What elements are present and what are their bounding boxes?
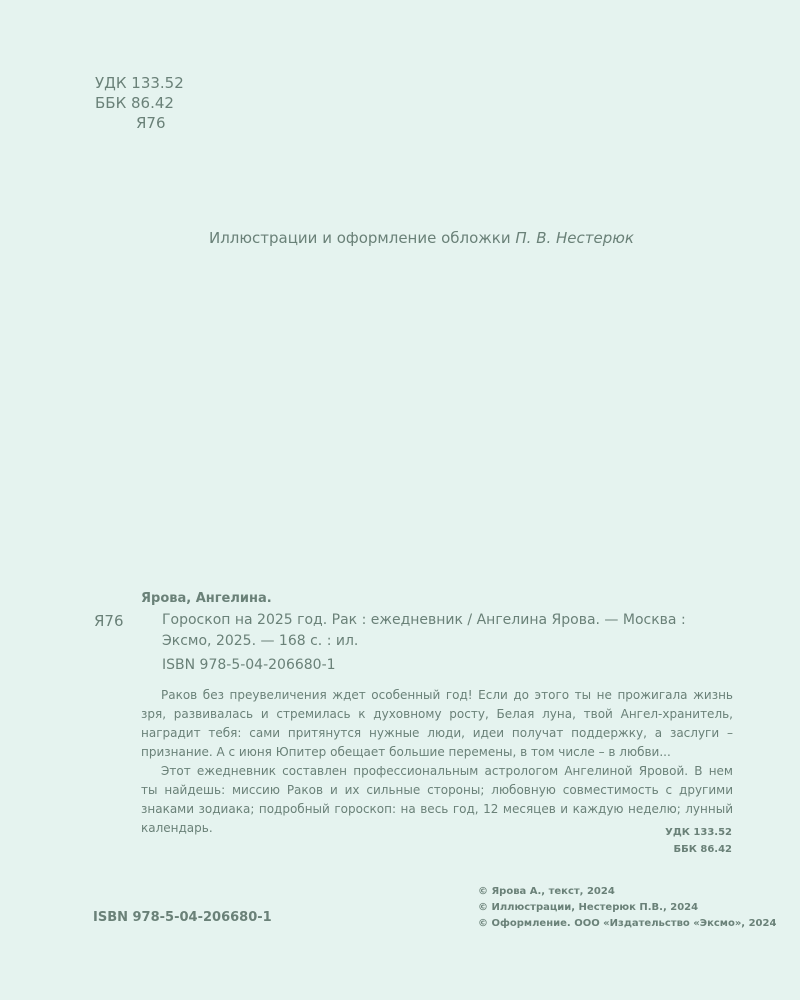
record-author: Ярова, Ангелина. bbox=[141, 591, 272, 606]
footer-isbn: ISBN 978-5-04-206680-1 bbox=[93, 910, 272, 925]
annotation-paragraph: Этот ежедневник составлен профессиональным астрологом Ангелиной Яровой. В нем ты найдешь: миссию Раков и их сильные стороны; любовную совместимость с другими знаками зодиака; подробный гороскоп: на весь год, 12 месяцев и каждую неделю; лунный календарь. bbox=[141, 764, 733, 835]
bibliographic-description: Гороскоп на 2025 год. Рак : ежедневник / Ангелина Ярова. — Москва : Эксмо, 2025. — 168 с. : ил. bbox=[162, 612, 686, 649]
record-isbn: ISBN 978-5-04-206680-1 bbox=[162, 657, 336, 673]
classification-block bbox=[95, 73, 184, 133]
record-code: Я76 bbox=[94, 612, 124, 630]
bottom-bbk: ББК 86.42 bbox=[673, 844, 732, 855]
annotation bbox=[141, 686, 733, 838]
bottom-udk: УДК 133.52 bbox=[665, 827, 732, 838]
illustrations-credit bbox=[209, 229, 634, 247]
bottom-classification bbox=[600, 824, 732, 858]
copyright-line: © Оформление. ООО «Издательство «Эксмо», 2024 bbox=[478, 918, 777, 929]
bbk-code: ББК 86.42 bbox=[95, 94, 174, 112]
copyright-line: © Иллюстрации, Нестерюк П.В., 2024 bbox=[478, 902, 699, 913]
copyright-block bbox=[478, 884, 776, 932]
illustrations-text: Иллюстрации и оформление обложки bbox=[209, 229, 516, 247]
udk-code: УДК 133.52 bbox=[95, 74, 184, 92]
author-code: Я76 bbox=[136, 114, 166, 132]
illustrator-name: П. В. Нестерюк bbox=[515, 229, 634, 247]
annotation-paragraph: Раков без преувеличения ждет особенный год! Если до этого ты не прожигала жизнь зря, развивалась и стремилась к духовному росту, Белая луна, твой Ангел-хранитель, наградит тебя: сами притянутся нужные люди, идеи получат поддержку, а заслуги – признание. А с июня Юпитер обещает большие перемены, в том числе – в любви... bbox=[141, 688, 733, 759]
copyright-line: © Ярова А., текст, 2024 bbox=[478, 886, 615, 897]
